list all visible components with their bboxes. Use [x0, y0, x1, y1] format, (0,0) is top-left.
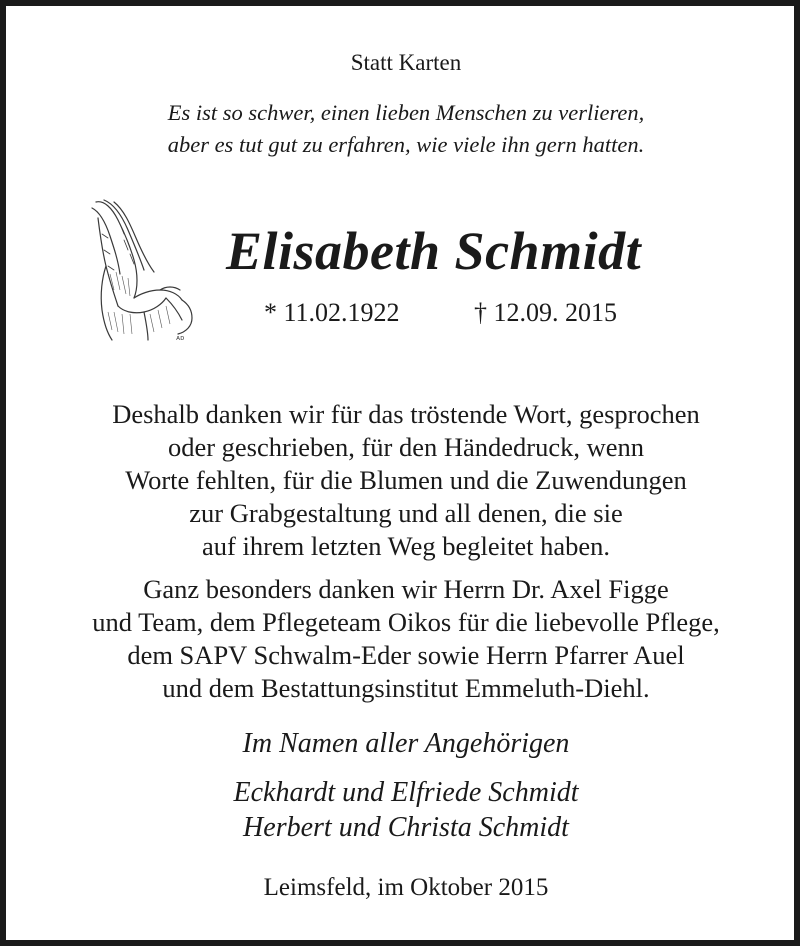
family-line-1: Eckhardt und Elfriede Schmidt	[233, 777, 579, 808]
thanks-line-5: auf ihrem letzten Weg begleitet haben.	[202, 531, 610, 561]
birth-date: * 11.02.1922	[264, 298, 400, 327]
motto-line-1: Es ist so schwer, einen lieben Menschen zu verlieren,	[167, 100, 645, 125]
special-thanks-line-4: und dem Bestattungsinstitut Emmeluth-Diehl.	[162, 673, 650, 703]
thanks-line-4: zur Grabgestaltung und all denen, die sie	[189, 498, 623, 528]
family-line-2: Herbert und Christa Schmidt	[243, 812, 569, 843]
praying-hands-icon	[74, 194, 204, 344]
deceased-name: Elisabeth Schmidt	[226, 221, 642, 281]
thanks-line-3: Worte fehlten, für die Blumen und die Zuwendungen	[125, 465, 687, 495]
special-thanks-line-2: und Team, dem Pflegeteam Oikos für die liebevolle Pflege,	[92, 607, 720, 637]
motto-line-2: aber es tut gut zu erfahren, wie viele ihn gern hatten.	[167, 132, 645, 157]
place-date: Leimsfeld, im Oktober 2015	[263, 874, 549, 901]
closing-intro: Im Namen aller Angehörigen	[242, 728, 570, 759]
thanks-line-2: oder geschrieben, für den Händedruck, wenn	[167, 432, 645, 462]
death-date: † 12.09. 2015	[474, 298, 617, 327]
special-thanks-line-1: Ganz besonders danken wir Herrn Dr. Axel Figge	[143, 574, 669, 604]
special-thanks-line-3: dem SAPV Schwalm-Eder sowie Herrn Pfarrer Auel	[127, 640, 685, 670]
svg-text:ᴀᴅ: ᴀᴅ	[176, 334, 185, 342]
thanks-line-1: Deshalb danken wir für das tröstende Wort, gesprochen	[112, 399, 700, 429]
statt-karten-label: Statt Karten	[350, 50, 462, 75]
